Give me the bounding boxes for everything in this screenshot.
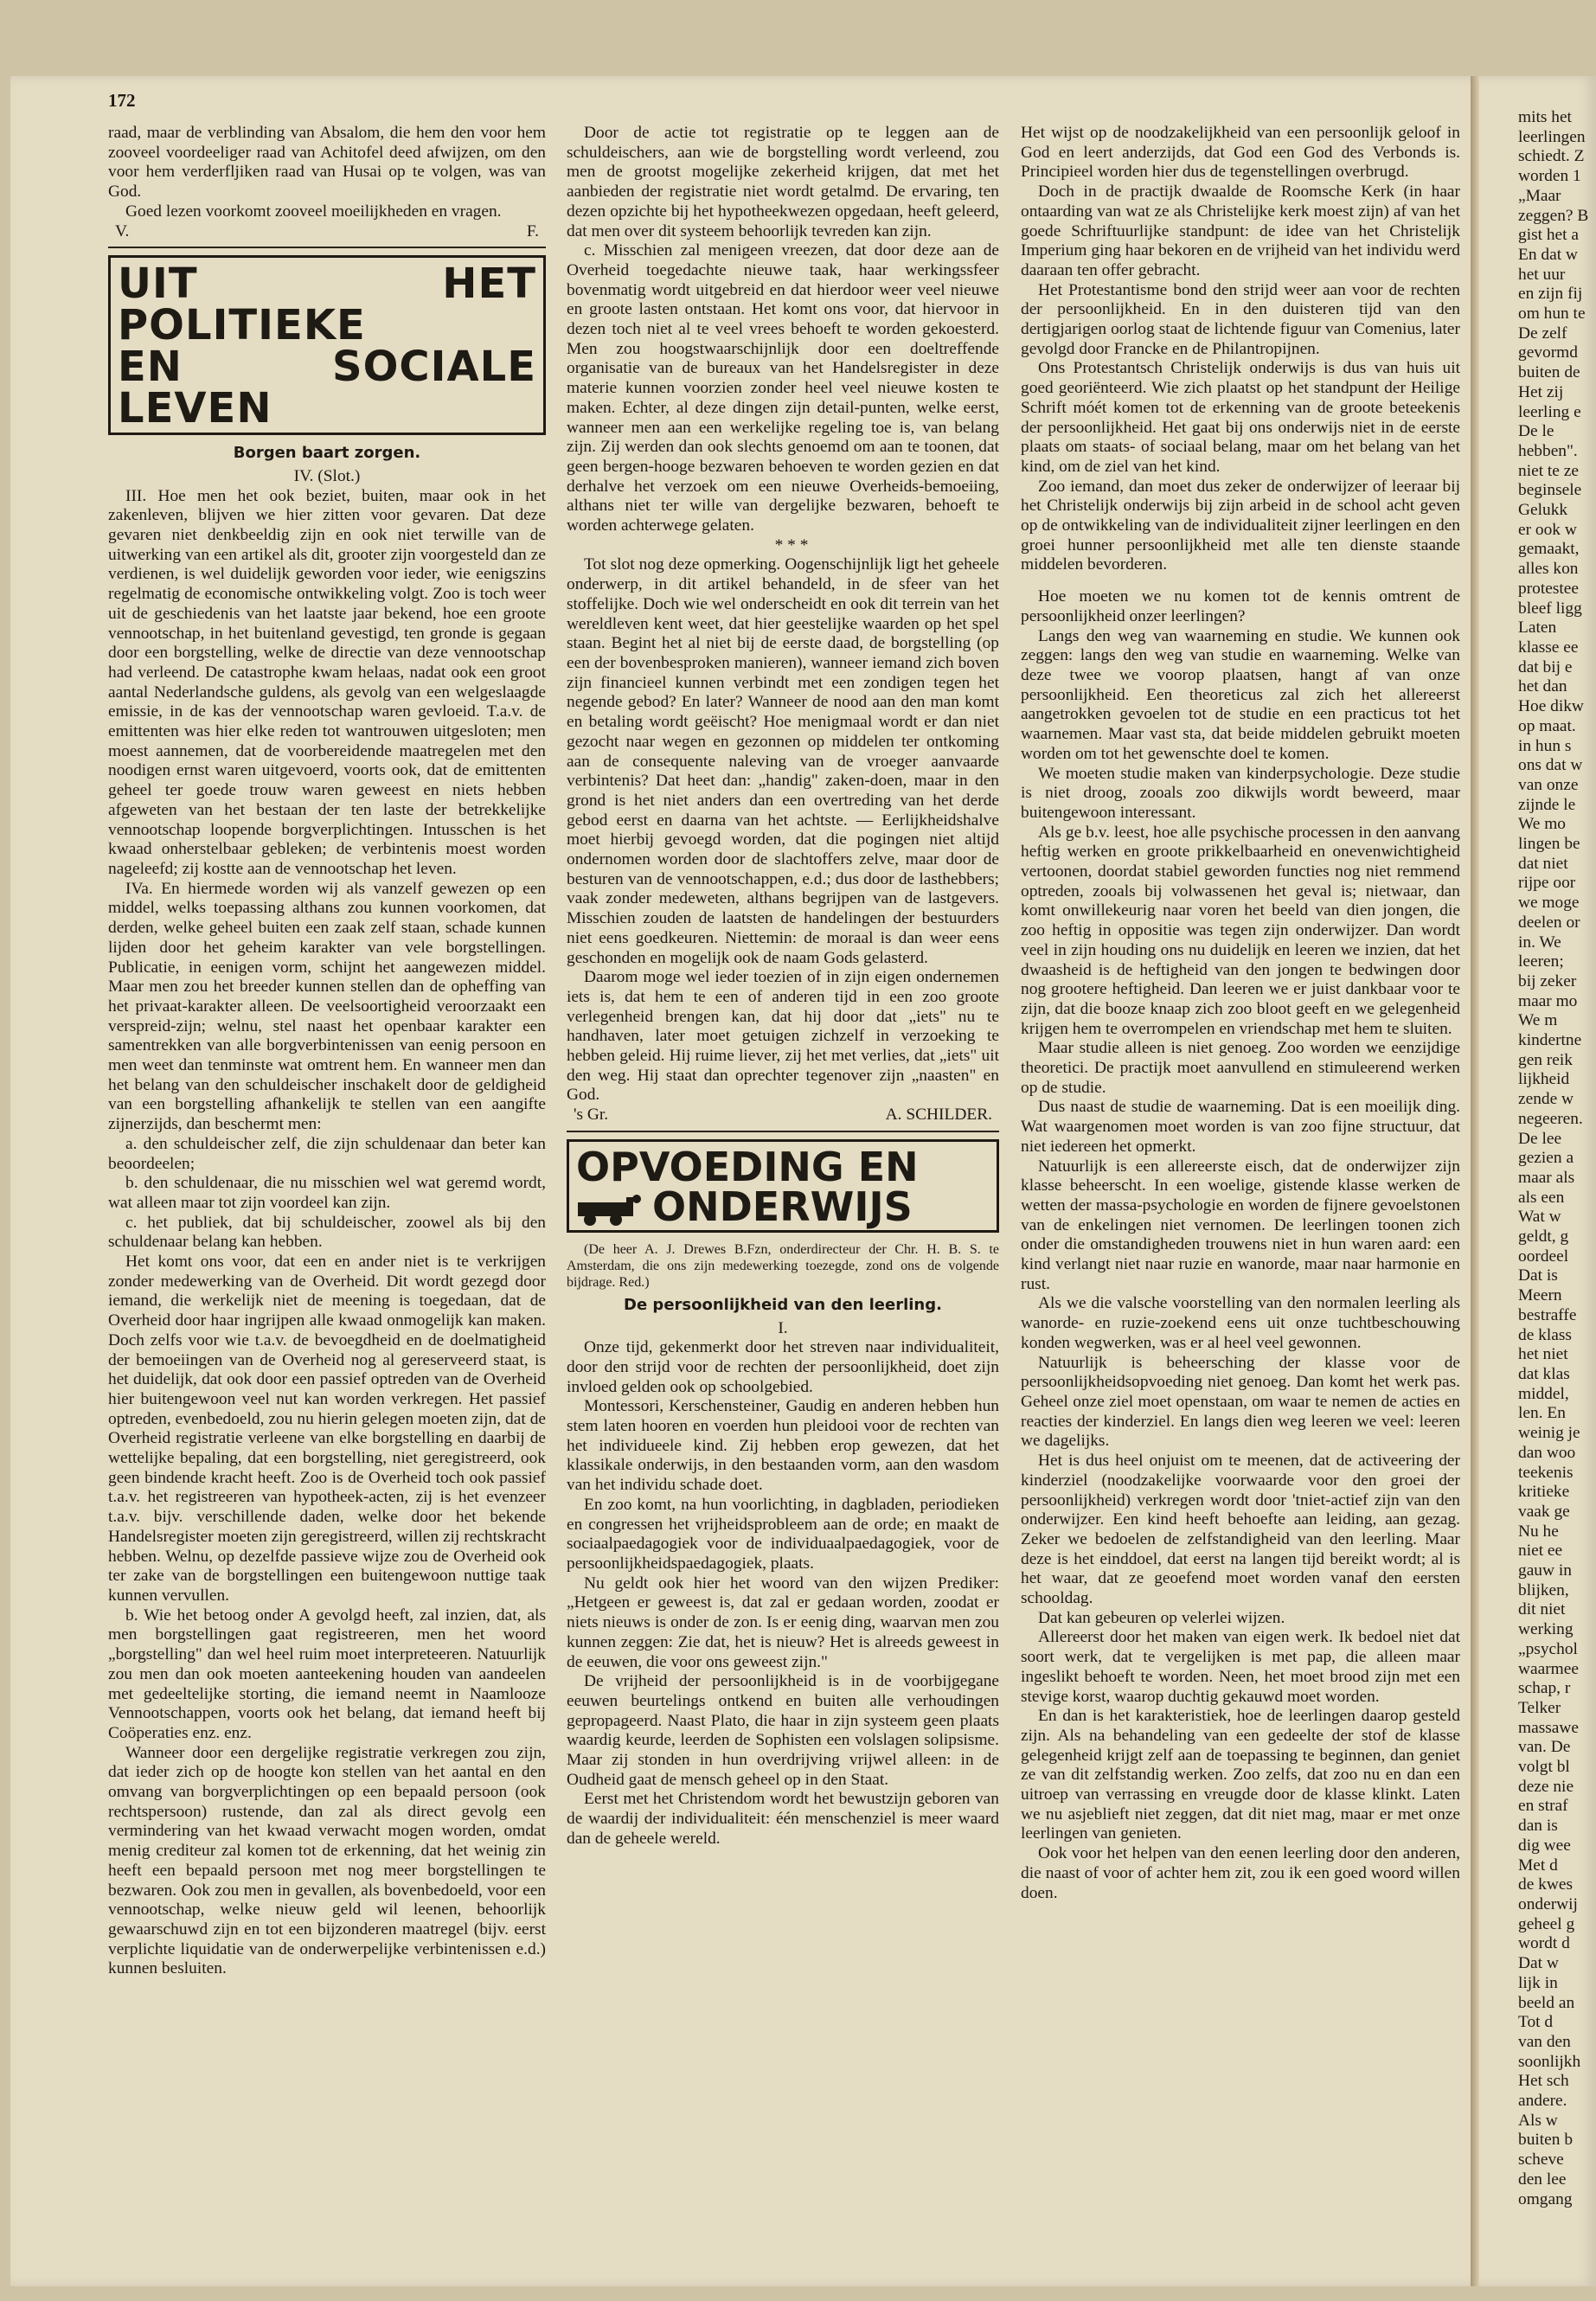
signature-line xyxy=(567,1106,999,1125)
partial-line: onderwij xyxy=(1518,1894,1578,1913)
partial-line: Het zij xyxy=(1518,382,1564,401)
partial-line: scheve xyxy=(1518,2150,1564,2170)
partial-line: vaak ge xyxy=(1518,1502,1570,1521)
partial-line: het dan xyxy=(1518,677,1567,696)
article-subtitle: IV. (Slot.) xyxy=(293,466,361,485)
article-paragraph: Eerst met het Christendom wordt het bewustzijn geboren van de waardij der individualiteit: één menschenziel is meer waard dan de geheele wereld. xyxy=(567,1790,999,1848)
partial-line: zende w xyxy=(1518,1090,1574,1109)
article-paragraph: III. Hoe men het ook beziet, buiten, maar ook in het zakenleven, blijven we hier zitten voor gevaren. Dat deze gevaren niet denkbeeldig zijn en ook niet terwille van de uitwerking van een artikel als dit, grooter zijn voorgesteld dan ze verdienen, is wel duidelijk geworden voor ieder, wie eenigszins regelmatig de economische ontwikkeling volgt. Zoo is toch weer uit de geschiedenis van het laatste jaar bekend, hoe een groote vennootschap, in het buitenland gevestigd, ten gronde is gegaan door een borgstelling, welke de directie van deze vennootschap had verleend. De catastrophe kwam helaas, nadat ook een groot aantal Nederlandsche guldens, als gevolg van een welgeslaagde emissie, in de kas der vennootschap waren gevloeid. T.a.v. de emittenten was hier elke reden tot wantrouwen uitgesloten; men moest aannemen, dat de voorbereidende maatregelen met den noodigen ernst waren uitgevoerd, voorts ook, dat de emittenten geheel ter goede trouw waren geweest en niets hebben afgeweten van het bestaan der ten laste der betrekkelijke vennootschap loopende borgverplichtingen. Intusschen is het kwaad onherstelbaar gebleken; de verbintenis moest worden nageleefd; zij kostte aan de vennootschap het leven. xyxy=(108,486,546,878)
partial-line: Nu he xyxy=(1518,1522,1559,1541)
partial-line: bij zeker xyxy=(1518,971,1577,990)
signature-left: 's Gr. xyxy=(574,1106,609,1125)
article-paragraph: We moeten studie maken van kinderpsychologie. Deze studie is niet droog, zooals zoo dikwijls wordt beweerd, maar buitengewoon interessant. xyxy=(1021,764,1460,822)
partial-line: in. We xyxy=(1518,933,1561,952)
masthead-line-2-row xyxy=(576,1183,990,1230)
signature-left: V. xyxy=(115,221,130,240)
partial-line: buiten de xyxy=(1518,363,1580,382)
partial-line: gemaakt, xyxy=(1518,540,1580,559)
partial-line: geheel g xyxy=(1518,1914,1575,1933)
article-paragraph: Het Protestantisme bond den strijd weer aan voor de rechten der persoonlijkheid. En in den duisteren tijd van den dertigjarigen oorlog staat de lichtende figuur van Comenius, later gevolgd door Francke en de Philantropijnen. xyxy=(1021,280,1460,358)
article-paragraph: Tot slot nog deze opmerking. Oogenschijnlijk ligt het geheele onderwerp, in dit artikel behandeld, in de sfeer van het stoffelijke. Doch wie wel onderscheidt en ook dit terrein van het wereldleven kent weet, dat hier geestelijke waarden op het spel staan. Begint het al niet bij de eerste daad, de borgstelling (op een der bovenbesproken manieren), wanneer iemand zich boven zijn financieel kunnen verbindt met een zondigen tegen het negende gebod? En later? Wanneer de nood aan den man komt en betaling wordt geëischt? Hoe menigmaal wordt er dan niet gezocht naar wegen en gezonnen op middelen ter ontkoming aan de consequente naleving van de vroeger aanvaarde verbintenis? Dat heet dan: „handig" zaken-doen, maar in den grond is het niet anders dan een overtreding van het derde gebod eerst en daarna van het achtste. — Eerlijkheidshalve moet hierbij gevoegd worden, dat die pogingen niet altijd ondernomen worden door de slachtoffers zelve, maar door de besturen van de vennootschappen, e.d.; dus door de lasthebbers; vaak zonder medeweten, althans begrijpen van de lastgevers. Misschien zouden de laatsten de handelingen der bestuurders niet eens goedkeuren. Niettemin: de moraal is dan weer eens geschonden en mogelijk ook de naam Gods gelasterd. xyxy=(567,555,999,967)
partial-line: gen reik xyxy=(1518,1050,1573,1069)
partial-line: bleef ligg xyxy=(1518,599,1582,618)
article-subtitle: I. xyxy=(778,1318,788,1337)
partial-line: De lee xyxy=(1518,1129,1562,1148)
partial-line: mits het xyxy=(1518,108,1572,126)
article-paragraph: Het wijst op de noodzakelijkheid van een persoonlijk geloof in God en leert anderzijds, dat God een God des Verbonds is. Principieel worden hier dus de tegenstellingen overbrugd. xyxy=(1021,124,1460,182)
page-fold-shadow xyxy=(1471,76,1479,2286)
partial-line: Dat is xyxy=(1518,1266,1558,1285)
partial-line: de kwes xyxy=(1518,1875,1574,1894)
partial-line: leerling e xyxy=(1518,402,1581,421)
partial-line: van. De xyxy=(1518,1738,1571,1757)
partial-line: bestraffe xyxy=(1518,1305,1577,1324)
partial-line: deelen or xyxy=(1518,913,1580,932)
partial-line: deze nie xyxy=(1518,1777,1574,1796)
partial-line: weinig je xyxy=(1518,1424,1580,1443)
article-paragraph: Natuurlijk is een allereerste eisch, dat de onderwijzer zijn klasse beheerscht. In een woelige, gistende klasse werken de wetten der massa-psychologie en worden de fijnere gevoelstonen van de enkelingen niet vernomen. De leerlingen toonen zich onder die omstandigheden trouwens niet in hun waren aard: een kind verlangt niet naar ruzie en wanorde, maar naar harmonie en rust. xyxy=(1021,1157,1460,1293)
article-paragraph: Door de actie tot registratie op te leggen aan de schuldeischers, aan wie de borgstelling wordt verleend, zou men de grootst mogelijke zekerheid krijgen, dat met het aanbieden der registratie niet wordt getalmd. De ervaring, ten dezen opzichte bij het hypotheekwezen opgedaan, heeft geleerd, dat men over dit systeem behoorlijk tevreden kan zijn. xyxy=(567,124,999,240)
article-paragraph: Doch in de practijk dwaalde de Roomsche Kerk (in haar ontaarding van wat ze als Christelijke kerk moest zijn) af van het goede Schriftuurlijke standpunt: de idee van het Christelijk Imperium ging haar bekoren en de vrijheid van het individu werd daaraan ten offer gebracht. xyxy=(1021,183,1460,279)
partial-line: er ook w xyxy=(1518,520,1577,539)
partial-line: in hun s xyxy=(1518,736,1572,755)
partial-line: als een xyxy=(1518,1188,1565,1207)
column-3 xyxy=(1021,108,1460,2210)
article-paragraph: Wanneer door een dergelijke registratie verkregen zou zijn, dat ieder zich op de hoogte kon stellen van het aantal en den omvang van borgverplichtingen op een bepaald persoon (ook rechtspersoon) rustende, dan zal als direct gevolg een vermindering van het kwaad verwacht mogen worden, omdat menig crediteur zal komen tot de erkenning, dat het weinig zin heeft een bepaald persoon met nog meer borgstellingen te bezwaren. Ook zou men in gevallen, als bovenbedoeld, voor een vennootschap, welke nieuw geld wil leenen, behoorlijk gewaarschuwd zijn en tot een bijzonderen maatregel (bijv. eerst verplichte liquidatie van de onderwerpelijke verbintenissen e.d.) kunnen besluiten. xyxy=(108,1743,546,1978)
masthead-line-1: OPVOEDING EN xyxy=(576,1143,919,1190)
partial-line: „Maar xyxy=(1518,186,1561,205)
partial-line: Gelukk xyxy=(1518,501,1568,520)
article-paragraph: Hoe moeten we nu komen tot de kennis omtrent de persoonlijkheid onzer leerlingen? xyxy=(1021,587,1460,625)
partial-line: De zelf xyxy=(1518,324,1567,343)
partial-line: niet ee xyxy=(1518,1541,1563,1561)
article-paragraph: Maar studie alleen is niet genoeg. Zoo worden we eenzijdige theoretici. De practijk moet aanvullend en stimuleerend werken op de studie. xyxy=(1021,1039,1460,1097)
partial-line: teekenis xyxy=(1518,1463,1574,1482)
column-1 xyxy=(108,108,546,2210)
partial-line: schiedt. Z xyxy=(1518,147,1585,166)
partial-line: kritieke xyxy=(1518,1483,1570,1502)
article-paragraph: Dat kan gebeuren op velerlei wijzen. xyxy=(1038,1608,1285,1627)
partial-line: beeld an xyxy=(1518,1993,1575,2012)
partial-line: oordeel xyxy=(1518,1247,1569,1266)
article-paragraph: Onze tijd, gekenmerkt door het streven naar individualiteit, door den strijd voor de rechten der persoonlijkheid, doet zijn invloed gelden ook op schoolgebied. xyxy=(567,1338,999,1396)
partial-line: zeggen? B xyxy=(1518,206,1589,225)
partial-line: rijpe oor xyxy=(1518,874,1576,893)
partial-line: schap, r xyxy=(1518,1679,1571,1698)
partial-line: Laten xyxy=(1518,619,1557,638)
partial-line: en zijn fij xyxy=(1518,285,1583,304)
partial-line: gauw in xyxy=(1518,1561,1572,1580)
divider xyxy=(567,1131,999,1132)
partial-line: Hoe dikw xyxy=(1518,697,1584,716)
partial-line: beginsele xyxy=(1518,481,1582,500)
partial-line: soonlijkh xyxy=(1518,2052,1581,2071)
partial-line: maar als xyxy=(1518,1168,1575,1187)
partial-line: van den xyxy=(1518,2032,1571,2051)
partial-line: kindertne xyxy=(1518,1031,1582,1050)
article-paragraph: c. Misschien zal menigeen vreezen, dat door deze aan de Overheid toegedachte nieuwe taak, haar werkingssfeer bovenmatig wordt uitgebreid en dat hierdoor weer veel nieuwe en groote lasten ontstaan. Het komt ons voor, dat hiervoor in dezen toch niet al te veel vrees behoeft te worden gekoesterd. Men zou hoogstwaarschijnlijk door een doeltreffende organisatie van de bureaux van het Handelsregister in deze materie kunnen voorzien zonder heel veel nieuwe kosten te maken. Echter, al deze dingen zijn detail-punten, welke eerst, wanneer men aan een werkelijke regeling toe is, van belang zijn. Zij werden dan ook slechts genoemd om aan te toonen, dat geen bergen-hooge bezwaren behoeven te worden gezien en dat derhalve het verzoek om een nieuwe Overheids-bemoeiing, althans niet ter wille van dergelijke bezwaren, behoeft te worden achterwege gelaten. xyxy=(567,241,999,535)
partial-line: middel, xyxy=(1518,1384,1569,1403)
article-paragraph: Daarom moge wel ieder toezien of in zijn eigen ondernemen iets is, dat hem te een of anderen tijd in een zoo groote verlegenheid brengen kan, dat hij door dat „iets" nu te handhaven, later moet getuigen zichzelf in verzoeking te hebben geleid. Hij ruime liever, zij het met verlies, dat „iets" uit den weg. Hij staat dan oprechter tegenover zijn „naasten" en God. xyxy=(567,968,999,1105)
partial-line: dat niet xyxy=(1518,854,1568,873)
partial-line: dan is xyxy=(1518,1817,1558,1836)
article-paragraph: De vrijheid der persoonlijkheid is in de voorbijgegane eeuwen beurtelings ontkend en buiten alle verhoudingen gepropageerd. Naast Plato, die haar in zijn systeem geen plaats waardig keurde, leerden de Sophisten een volslagen solipsisme. Maar zij stonden in hun overdrijving vrijwel alleen: in de Oudheid gaat de mensch geheel op in den Staat. xyxy=(567,1672,999,1789)
school-cart-icon xyxy=(576,1192,645,1227)
partial-line: massawe xyxy=(1518,1718,1579,1737)
partial-line: leerlingen xyxy=(1518,127,1586,146)
partial-line: andere. xyxy=(1518,2092,1567,2111)
partial-line: we moge xyxy=(1518,894,1580,913)
partial-line: geldt, g xyxy=(1518,1227,1569,1247)
article-paragraph: Als we die valsche voorstelling van den normalen leerling als wanorde- en ruzie-zoekend eens uit onze tuchtbeschouwing konden wegwerken, was er al heel veel gewonnen. xyxy=(1021,1294,1460,1352)
partial-line: ons dat w xyxy=(1518,756,1583,775)
partial-line: het uur xyxy=(1518,265,1566,284)
article-title: Borgen baart zorgen. xyxy=(233,444,421,463)
partial-line: omgang xyxy=(1518,2189,1573,2208)
article-paragraph: b. Wie het betoog onder A gevolgd heeft, zal inzien, dat, als men borgstellingen gaat registreeren, men het woord „borgstelling" dan wel heel ruim moet interpreteeren. Natuurlijk zou men dan ook moeten aanteekening houden van aandeelen met gedeeltelijke storting, die iemand neemt in Naamlooze Vennootschappen, voorts ook het belang, dat iemand heeft bij Coöperaties enz. enz. xyxy=(108,1606,546,1742)
signature-line xyxy=(108,222,546,242)
article-paragraph: En dan is het karakteristiek, hoe de leerlingen daarop gesteld zijn. Als na behandeling van een gedeelte der stof de klasse gelegenheid krijgt zelf aan de toepassing te beginnen, dan geniet ze van dit zelfstandig werken. Zoo zelfs, dat zoo nu en dan een uitroep van verrassing en vreugde door de klasse klinkt. Laten we nu asjeblieft niet zeggen, dat dit niet mag, maar er met onze leerlingen van genieten. xyxy=(1021,1707,1460,1843)
partial-line: gezien a xyxy=(1518,1149,1574,1168)
partial-line: niet te ze xyxy=(1518,461,1579,480)
partial-line: leeren; xyxy=(1518,952,1564,971)
article-paragraph: Langs den weg van waarneming en studie. We kunnen ook zeggen: langs den weg van studie en waarneming. Welke van deze twee we voorop plaatsen, hangt af van onze persoonlijkheid. Een theoreticus zal zich het allereerst aangetrokken gevoelen tot de studie en een practicus tot het waarnemen. Maar vast sta, dat beide middelen gebruikt moeten worden om tot het gewenschte doel te komen. xyxy=(1021,626,1460,763)
article-paragraph: Nu geldt ook hier het woord van den wijzen Prediker: „Hetgeen er geweest is, dat zal er gedaan worden, zoodat er niets nieuws is onder de zon. Is er eenig ding, waarvan men zou kunnen zeggen: Zie dat, het is nieuw? Het is alreeds geweest in de eeuwen, die voor ons geweest zijn." xyxy=(567,1574,999,1671)
partial-line: werking xyxy=(1518,1620,1574,1639)
section-stars: * * * xyxy=(774,535,809,554)
masthead-line-2: ONDERWIJS xyxy=(652,1183,913,1230)
signature-right: A. SCHILDER. xyxy=(885,1106,992,1125)
article-title: De persoonlijkheid van den leerling. xyxy=(624,1295,942,1314)
article-paragraph: Montessori, Kerschensteiner, Gaudig en anderen hebben hun stem laten hooren en voerden hun pleidooi voor de rechten van het individueele kind. Zij hebben erop gewezen, dat het klassikale onderwijs, in den bestaanden vorm, aan den wasdom van het individu schade doet. xyxy=(567,1397,999,1495)
article-paragraph: IVa. En hiermede worden wij als vanzelf gewezen op een middel, welks toepassing althans zou kunnen voorkomen, dat derden, welke geheel buiten een zaak zelf staan, schade kunnen lijden door het geheim karakter van vele borgstellingen. Publicatie, in eenigen vorm, schijnt het aangewezen middel. Maar men zou het breeder kunnen stellen dan de opheffing van het privaat-karakter alleen. De veelsoortigheid veroorzaakt een verspreid-zijn; welnu, stel naast het openbaar karakter een samentrekken van alle borgverbintenissen van eenig persoon en men weet dan tenminste wat omtrent hem. En wanneer men dan het belang van den schuldeischer inschakelt door de geldigheid van een borgstelling afhankelijk te stellen van een aangifte zijnerzijds, dan beschermt men: xyxy=(108,879,546,1134)
partial-line: het niet xyxy=(1518,1345,1568,1364)
column-2 xyxy=(567,108,999,2210)
article-paragraph: b. den schuldenaar, die nu misschien wel wat geremd wordt, wat alleen maar tot zijn voordeel kan zijn. xyxy=(108,1174,546,1212)
partial-line: gist het a xyxy=(1518,226,1580,245)
partial-line: dit niet xyxy=(1518,1600,1566,1619)
page-number: 172 xyxy=(108,90,136,111)
partial-line: en straf xyxy=(1518,1797,1568,1816)
partial-line: Met d xyxy=(1518,1856,1558,1875)
partial-line: Meern xyxy=(1518,1286,1562,1305)
partial-line: buiten b xyxy=(1518,2131,1574,2150)
intro-paragraph-1: raad, maar de verblinding van Absalom, die hem den voor hem zooveel voordeeliger raad van Achitofel deed afwijzen, om den voor hem verderfljiken raad van Husai op te volgen, was van God. xyxy=(108,124,546,202)
intro-paragraph-2: Goed lezen voorkomt zooveel moeilijkheden en vragen. xyxy=(125,202,502,221)
article-paragraph: Ons Protestantsch Christelijk onderwijs is dus van huis uit goed georiënteerd. Wie zich plaatst op het standpunt der Heilige Schrift móét komen tot de erkenning van de groote beteekenis der persoonlijkheid. Het gaat bij ons onderwijs niet in de eerste plaats om staats- of sociaal belang, maar om het belang van het kind, om de ziel van het kind. xyxy=(1021,359,1460,476)
partial-line: lijkheid xyxy=(1518,1070,1570,1089)
partial-line: Telker xyxy=(1518,1698,1561,1717)
partial-line: Het sch xyxy=(1518,2072,1569,2091)
article-paragraph: Zoo iemand, dan moet dus zeker de onderwijzer of leeraar bij het Christelijk onderwijs bij zijn arbeid in de school acht geven op de ontwikkeling van de individualiteit zijner leerlingen en den groei hunner persoonlijkheid met alle ten dienste staande middelen bevorderen. xyxy=(1021,477,1460,574)
partial-line: We mo xyxy=(1518,815,1566,834)
partial-line: gevormd xyxy=(1518,343,1578,362)
partial-line: „psychol xyxy=(1518,1639,1578,1658)
masthead-line-1: UIT HET POLITIEKE xyxy=(118,260,536,350)
section-masthead-politiek xyxy=(108,255,546,435)
article-paragraph: Natuurlijk is beheersching der klasse voor de persoonlijkheidsopvoeding niet genoeg. Dan komt het werk pas. Geheel onze ziel moet openstaan, om waar te nemen de acties en reacties der kinderziel. En langs dien weg leeren we veel: leeren we dagelijks. xyxy=(1021,1353,1460,1451)
partial-line: En dat w xyxy=(1518,245,1578,264)
partial-line: alles kon xyxy=(1518,560,1579,579)
partial-line: maar mo xyxy=(1518,991,1578,1010)
partial-line: dig wee xyxy=(1518,1836,1571,1855)
partial-line: den lee xyxy=(1518,2170,1567,2189)
partial-line: volgt bl xyxy=(1518,1758,1570,1777)
partial-line: blijken, xyxy=(1518,1580,1569,1599)
article-paragraph: Dus naast de studie de waarneming. Dat is een moeilijk ding. Wat waargenomen moet worden is van zoo fijne structuur, dat niet iedereen het opmerkt. xyxy=(1021,1098,1460,1156)
article-paragraph: Allereerst door het maken van eigen werk. Ik bedoel niet dat soort werk, dat te vergelijken is met pap, die alleen maar ingeslikt behoeft te worden. Neen, het moet brood zijn met een stevige korst, waarop duchtig gekauwd moet worden. xyxy=(1021,1628,1460,1706)
partial-line: wordt d xyxy=(1518,1934,1570,1953)
partial-line: De le xyxy=(1518,422,1554,441)
partial-line: klasse ee xyxy=(1518,638,1579,657)
partial-line: dan woo xyxy=(1518,1443,1576,1462)
partial-line: Wat w xyxy=(1518,1208,1561,1227)
partial-line: worden 1 xyxy=(1518,167,1581,186)
partial-line: dat bij e xyxy=(1518,657,1573,676)
article-paragraph: Het komt ons voor, dat een en ander niet is te verkrijgen zonder medewerking van de Overheid. Dit wordt gezegd door iemand, die werkelijk niet de meening is toegedaan, dat de Overheid door haar ingrijpen alle kwaad onmogelijk kan maken. Doch zelfs voor wie t.a.v. de bevoegdheid en de doelmatigheid der bemoeiingen van de Overheid nog al gereserveerd staat, is het duidelijk, dat ook door een passief optreden van de Overheid hier buitengewoon veel nut kan worden verkregen. Het passief optreden, evenbedoeld, zou nu hierin gelegen moeten zijn, dat de Overheid registratie verleene van elke borgstelling en daarbij de wettelijke bepaling, dat een borgstelling, niet geregistreerd, ook geen bindende kracht heeft. Zoo is de Overheid toch ook passief t.a.v. het registreeren van hypotheek-acten, zij is het evenzeer t.a.v. bijv. verschillende daden, welke door het bekende Handelsregister moeten zijn geregistreerd, willen zij rechtskracht hebben. Welnu, op dezelfde passieve wijze zou de Overheid ook ter zake van de borgstellingen een buitengewoon nuttige taak kunnen vervullen. xyxy=(108,1253,546,1605)
partial-line: lingen be xyxy=(1518,835,1580,854)
column-4-partial xyxy=(1518,108,1596,2210)
divider xyxy=(108,247,546,248)
partial-line: Als w xyxy=(1518,2111,1558,2130)
partial-line: zijnde le xyxy=(1518,795,1576,814)
partial-line: Tot d xyxy=(1518,2013,1554,2032)
editor-note: (De heer A. J. Drewes B.Fzn, onderdirecteur der Chr. H. B. S. te Amsterdam, die ons zijn medewerking toezegde, zond ons de volgende bijdrage. Red.) xyxy=(567,1241,999,1290)
partial-line: waarmee xyxy=(1518,1659,1579,1678)
partial-line: hebben". xyxy=(1518,441,1578,460)
article-paragraph: Ook voor het helpen van den eenen leerling door den anderen, die naast of voor of achter hem zit, zou ik een goed woord willen doen. xyxy=(1021,1844,1460,1902)
partial-line: negeeren. xyxy=(1518,1109,1583,1128)
partial-line: protestee xyxy=(1518,579,1579,598)
partial-line: dat klas xyxy=(1518,1365,1570,1383)
signature-right: F. xyxy=(526,221,539,240)
article-paragraph: c. het publiek, dat bij schuldeischer, zoowel als bij den schuldenaar belang kan hebben. xyxy=(108,1213,546,1252)
article-paragraph: Als ge b.v. leest, hoe alle psychische processen in den aanvang heftig werken en groote prikkelbaarheid en onevenwichtigheid vertoonen, doordat stabiel geworden functies nog niet remmend optreden, zooals bij volwassenen het geval is; nietwaar, dan komt onwillekeurig naar voren het beeld van dien jongen, die zoo heftig in oppositie was tegen zijn onderwijzer. Dan wordt veel in zijn houding ons nu duidelijk en leeren we inzien, dat het dwaasheid is de heftigheid van den jongen te bedwingen door nog grootere heftigheid. Dan leeren we er juist dankbaar voor te zijn, dat die booze knaap zich zoo bloot geeft en we gelegenheid krijgen hem te overrompelen en vriendschap met hem te sluiten. xyxy=(1021,823,1460,1038)
partial-line: Dat w xyxy=(1518,1954,1559,1973)
article-paragraph: Het is dus heel onjuist om te meenen, dat de activeering der kinderziel (noodzakelijke voorwaarde voor den groei der persoonlijkheid) verkregen wordt door 'tniet-actief zijn van den onderwijzer. Een kind heeft behoefte aan leiding, aan gezag. Zeker we bedoelen de zelfstandigheid van den leerling. Maar deze is het einddoel, dat eerst na langen tijd bereikt wordt; al is het waar, dat ze geoefend moet worden vanaf den eersten schooldag. xyxy=(1021,1452,1460,1608)
partial-line: om hun te xyxy=(1518,304,1586,324)
section-masthead-opvoeding xyxy=(567,1139,999,1233)
partial-line: We m xyxy=(1518,1011,1558,1030)
partial-line: lijk in xyxy=(1518,1973,1558,1992)
masthead-line-2: EN SOCIALE LEVEN xyxy=(118,343,536,433)
partial-line: de klass xyxy=(1518,1325,1572,1344)
article-paragraph: En zoo komt, na hun voorlichting, in dagbladen, periodieken en congressen het vrijheidsprobleem aan de orde; en maakt de sociaalpaedagogiek voor de individuaalpaedagogiek, voor de persoonlijkheidspaedagogiek, plaats. xyxy=(567,1495,999,1573)
article-paragraph: a. den schuldeischer zelf, die zijn schuldenaar dan beter kan beoordeelen; xyxy=(108,1134,546,1173)
partial-line: van onze xyxy=(1518,775,1579,794)
partial-line: op maat. xyxy=(1518,716,1576,735)
partial-line: len. En xyxy=(1518,1404,1566,1423)
